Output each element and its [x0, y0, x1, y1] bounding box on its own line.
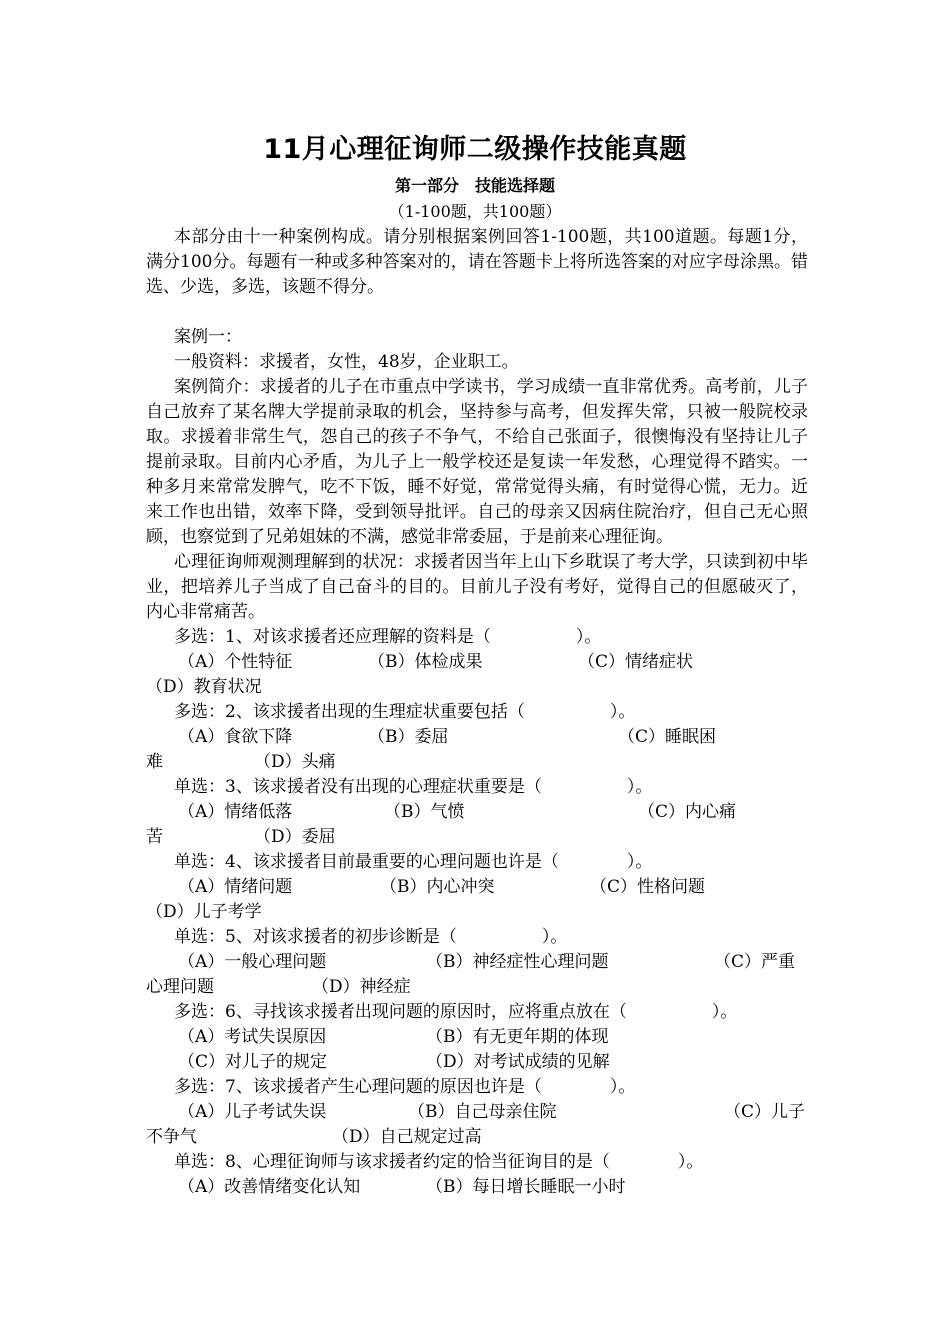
- option-row: [146, 1050, 808, 1075]
- option-b: （B）委屈: [368, 727, 449, 747]
- option-row: [146, 750, 808, 775]
- option-row: [146, 1175, 808, 1200]
- option-row: [146, 1025, 808, 1050]
- case-label: 案例一：: [174, 327, 242, 347]
- option-a: （A）个性特征: [178, 652, 293, 672]
- option-c-continued: 心理问题: [146, 977, 214, 997]
- option-b: （B）气愤: [384, 802, 465, 822]
- case-general-info: 一般资料：求援者，女性，48岁，企业职工。: [174, 352, 519, 372]
- question-stem: 多选：2、该求援者出现的生理症状重要包括（ ）。: [174, 702, 636, 722]
- spacer: [146, 300, 808, 325]
- option-c-continued: 难: [146, 752, 163, 772]
- option-row: [146, 825, 808, 850]
- option-c: （C）严重: [714, 952, 796, 972]
- option-c: （C）睡眠困: [618, 727, 717, 747]
- option-row: [146, 675, 808, 700]
- case-observation: 心理征询师观测理解到的状况：求援者因当年上山下乡耽误了考大学，只读到初中毕业，把培养儿子当成了自己奋斗的目的。目前儿子没有考好，觉得自己的但愿破灭了，内心非常痛苦。: [146, 552, 808, 622]
- question-stem: 单选：3、该求援者没有出现的心理症状重要是（ ）。: [174, 777, 653, 797]
- option-a: （A）改善情绪变化认知: [178, 1177, 361, 1197]
- option-c: （C）性格问题: [590, 877, 706, 897]
- option-a: （A）一般心理问题: [178, 952, 327, 972]
- option-c-continued: 不争气: [146, 1127, 197, 1147]
- option-d: （D）对考试成绩的见解: [426, 1052, 610, 1072]
- option-row: [146, 975, 808, 1000]
- question-stem: 多选：6、寻找该求援者出现问题的原因时，应将重点放在（ ）。: [174, 1002, 738, 1022]
- option-row: [146, 875, 808, 900]
- option-d: （D）儿子考学: [146, 902, 262, 922]
- option-row: [146, 950, 808, 975]
- option-b: （B）自己母亲住院: [408, 1102, 557, 1122]
- part-heading: 第一部分 技能选择题: [394, 176, 555, 195]
- question-stem: 单选：8、心理征询师与该求援者约定的恰当征询目的是（ ）。: [174, 1152, 704, 1172]
- option-row: [146, 1100, 808, 1125]
- option-c: （C）对儿子的规定: [178, 1052, 328, 1072]
- option-a: （A）儿子考试失误: [178, 1102, 327, 1122]
- option-row: [146, 650, 808, 675]
- case-summary: 案例简介：求援者的儿子在市重点中学读书，学习成绩一直非常优秀。高考前，儿子自己放弃了某名牌大学提前录取的机会，坚持参与高考，但发挥失常，只被一般院校录取。求援着非常生气，怨自己的孩子不争气，不给自己张面子，很懊悔没有坚持让儿子提前录取。目前内心矛盾，为儿子上一般学校还是复读一年发愁，心理觉得不踏实。一种多月来常常发脾气，吃不下饭，睡不好觉，常常觉得头痛，有时觉得心慌，无力。近来工作也出错，效率下降，受到领导批评。自己的母亲又因病住院治疗，但自己无心照顾，也察觉到了兄弟姐妹的不满，感觉非常委屈，于是前来心理征询。: [146, 377, 808, 547]
- option-b: （B）每日增长睡眠一小时: [426, 1177, 626, 1197]
- option-row: [146, 1125, 808, 1150]
- option-row: [146, 900, 808, 925]
- option-b: （B）有无更年期的体现: [426, 1027, 609, 1047]
- option-a: （A）情绪低落: [178, 802, 293, 822]
- option-c: （C）情绪症状: [578, 652, 694, 672]
- option-row: [146, 725, 808, 750]
- option-c: （C）内心痛: [638, 802, 737, 822]
- question-stem: 单选：5、对该求援者的初步诊断是（ ）。: [174, 927, 568, 947]
- question-stem: 单选：4、该求援者目前最重要的心理问题也许是（ ）。: [174, 852, 653, 872]
- option-b: （B）体检成果: [368, 652, 483, 672]
- document-body: [146, 225, 808, 1200]
- intro-paragraph: 本部分由十一种案例构成。请分别根据案例回答1-100题，共100道题。每题1分，满分100分。每题有一种或多种答案对的，请在答题卡上将所选答案的对应字母涂黑。错选、少选，多选，该题不得分。: [146, 227, 808, 297]
- option-d: （D）教育状况: [146, 677, 262, 697]
- option-c-continued: 苦: [146, 827, 163, 847]
- option-a: （A）食欲下降: [178, 727, 293, 747]
- option-b: （B）内心冲突: [380, 877, 495, 897]
- question-range: （1-100题，共100题）: [388, 202, 562, 221]
- option-d: （D）神经症: [312, 977, 411, 997]
- option-a: （A）情绪问题: [178, 877, 293, 897]
- option-a: （A）考试失误原因: [178, 1027, 327, 1047]
- page-title: 11月心理征询师二级操作技能真题: [263, 134, 687, 165]
- option-d: （D）头痛: [254, 752, 336, 772]
- option-d: （D）委屈: [254, 827, 336, 847]
- option-b: （B）神经症性心理问题: [426, 952, 609, 972]
- option-row: [146, 800, 808, 825]
- question-stem: 多选：1、对该求援者还应理解的资料是（ ）。: [174, 627, 602, 647]
- question-stem: 多选：7、该求援者产生心理问题的原因也许是（ ）。: [174, 1077, 636, 1097]
- option-c: （C）儿子: [724, 1102, 806, 1122]
- option-d: （D）自己规定过高: [332, 1127, 482, 1147]
